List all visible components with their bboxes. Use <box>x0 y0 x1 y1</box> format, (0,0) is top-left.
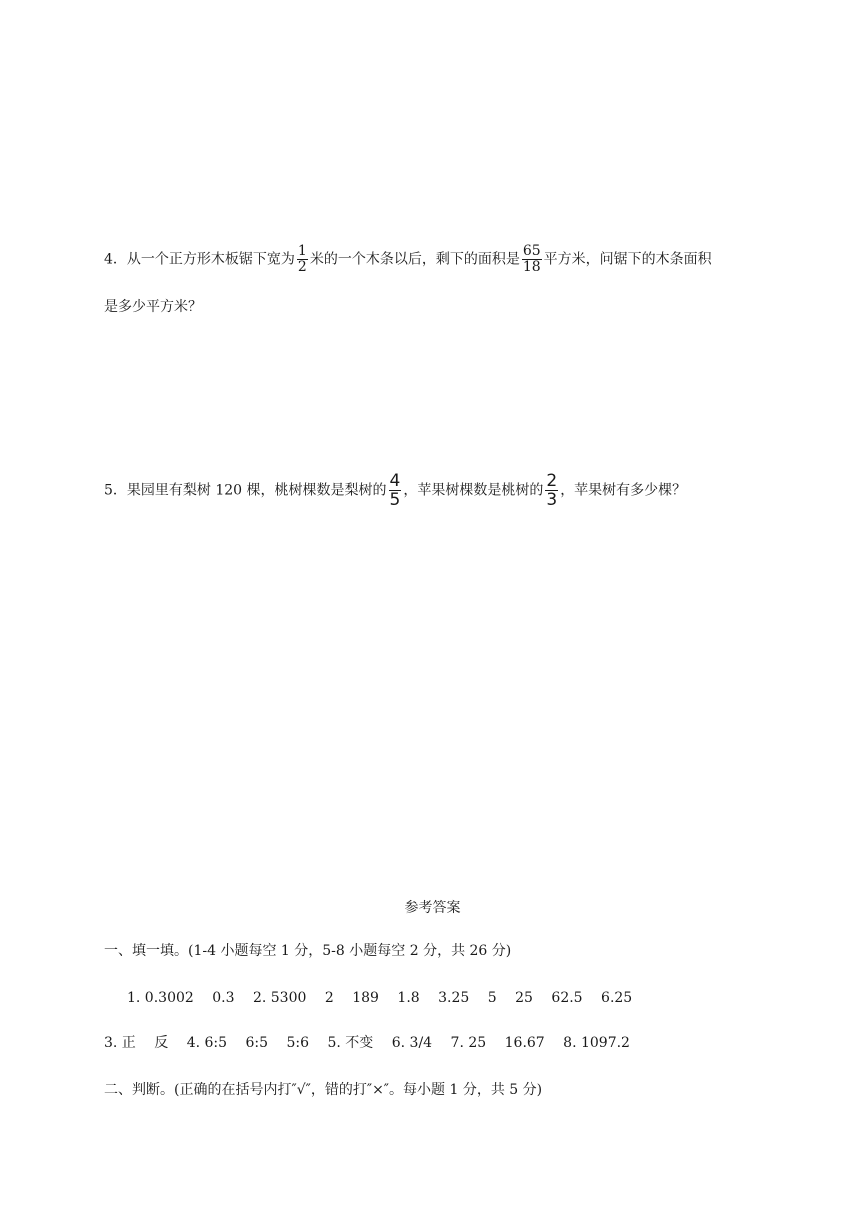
q4-fraction-1-denominator: 2 <box>297 259 307 275</box>
answer-item: 5. 不变 <box>327 1035 374 1051</box>
answer-item: 3. 正 <box>104 1035 136 1051</box>
q4-fraction-1 <box>297 244 308 275</box>
answer-item: 6. 3/4 <box>391 1035 433 1051</box>
q4-fraction-1-numerator: 1 <box>297 243 307 259</box>
q4-text-part1: 4．从一个正方形木板锯下宽为 <box>104 251 295 268</box>
q5-fraction-2 <box>545 472 558 509</box>
answers-title: 参考答案 <box>404 900 461 916</box>
answer-item: 6:5 <box>245 1035 269 1051</box>
answer-item: 3.25 <box>438 990 470 1006</box>
question-5-line-1 <box>104 472 686 509</box>
answer-item: 16.67 <box>504 1035 545 1051</box>
q5-fraction-2-numerator: 2 <box>546 471 558 491</box>
answer-item: 2. 5300 <box>252 990 307 1006</box>
q5-text-part2: ，苹果树棵数是桃树的 <box>403 482 544 499</box>
q4-fraction-2-numerator: 65 <box>522 243 541 259</box>
answer-item: 1.8 <box>397 990 420 1006</box>
answer-item: 4. 6:5 <box>186 1035 228 1051</box>
answers-row-1 <box>127 988 646 1008</box>
answer-item: 5 <box>487 990 497 1006</box>
question-4-line-2: 是多少平方米？ <box>104 299 202 315</box>
answers-section-1-heading: 一、填一填。(1-4 小题每空 1 分，5-8 小题每空 2 分，共 26 分) <box>104 943 512 959</box>
answer-item: 25 <box>515 990 533 1006</box>
q4-fraction-2-denominator: 18 <box>522 259 541 275</box>
q4-fraction-2 <box>522 244 542 275</box>
q5-text-part1: 5．果园里有梨树 120 棵，桃树棵数是梨树的 <box>104 482 387 499</box>
answer-item: 8. 1097.2 <box>563 1035 630 1051</box>
answer-item: 7. 25 <box>450 1035 487 1051</box>
q5-fraction-1 <box>389 472 402 509</box>
q5-fraction-1-numerator: 4 <box>389 471 401 491</box>
answer-item: 2 <box>324 990 334 1006</box>
answer-item: 反 <box>154 1035 169 1051</box>
answer-item: 6.25 <box>601 990 633 1006</box>
q5-fraction-1-denominator: 5 <box>389 490 401 510</box>
answer-item: 1. 0.3002 <box>127 990 194 1006</box>
answers-section-2-heading: 二、判断。(正确的在括号内打″√″，错的打″×″。每小题 1 分，共 5 分) <box>104 1082 543 1098</box>
answer-item: 62.5 <box>551 990 583 1006</box>
q4-text-part2: 米的一个木条以后，剩下的面积是 <box>309 251 520 268</box>
answer-item: 0.3 <box>212 990 235 1006</box>
q4-text-part3: 平方米，问锯下的木条面积 <box>543 251 712 268</box>
answer-item: 189 <box>352 990 379 1006</box>
answers-row-2 <box>104 1033 644 1053</box>
question-4-line-1 <box>104 244 712 275</box>
q5-text-part3: ，苹果树有多少棵？ <box>560 482 687 499</box>
answer-item: 5:6 <box>286 1035 310 1051</box>
q5-fraction-2-denominator: 3 <box>546 490 558 510</box>
